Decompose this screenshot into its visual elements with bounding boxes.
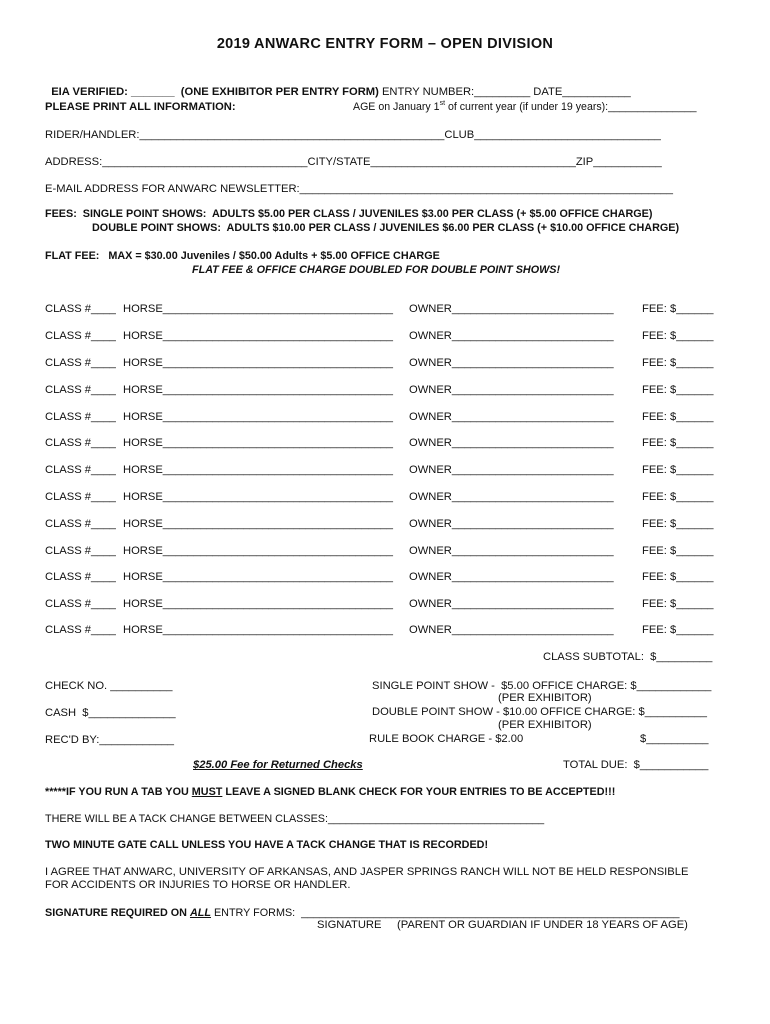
class-entry-row[interactable]	[45, 329, 725, 343]
owner-field[interactable]: OWNER__________________________	[409, 303, 614, 315]
rule-book-charge-field[interactable]: $__________	[640, 733, 709, 745]
eia-verified-field[interactable]: EIA VERIFIED: _______	[51, 86, 175, 98]
horse-field[interactable]: HORSE_____________________________________	[123, 518, 393, 530]
class-number-field[interactable]: CLASS #____	[45, 571, 116, 583]
class-number-field[interactable]: CLASS #____	[45, 598, 116, 610]
class-entry-row[interactable]	[45, 597, 725, 611]
double-point-note: (PER EXHIBITOR)	[498, 719, 592, 731]
horse-field[interactable]: HORSE_____________________________________	[123, 464, 393, 476]
cash-field[interactable]: CASH $______________	[45, 707, 176, 719]
agreement-line-1: I AGREE THAT ANWARC, UNIVERSITY OF ARKANSAS, AND JASPER SPRINGS RANCH WILL NOT BE HELD RESPONSIBLE	[45, 866, 689, 878]
owner-field[interactable]: OWNER__________________________	[409, 571, 614, 583]
age-label: AGE on January 1	[353, 101, 440, 113]
class-entry-row[interactable]	[45, 570, 725, 584]
class-entry-row[interactable]	[45, 490, 725, 504]
owner-field[interactable]: OWNER__________________________	[409, 598, 614, 610]
address-line[interactable]: ADDRESS:_________________________________CITY/STATE_________________________________ZIP___________	[45, 156, 662, 168]
rule-book-charge-label: RULE BOOK CHARGE - $2.00	[369, 733, 524, 745]
owner-field[interactable]: OWNER__________________________	[409, 491, 614, 503]
fee-field[interactable]: FEE: $______	[642, 571, 714, 583]
fee-field[interactable]: FEE: $______	[642, 384, 714, 396]
agreement-line-2: FOR ACCIDENTS OR INJURIES TO HORSE OR HANDLER.	[45, 879, 351, 891]
horse-field[interactable]: HORSE_____________________________________	[123, 491, 393, 503]
horse-field[interactable]: HORSE_____________________________________	[123, 330, 393, 342]
fee-field[interactable]: FEE: $______	[642, 437, 714, 449]
flat-fee-line-2: FLAT FEE & OFFICE CHARGE DOUBLED FOR DOUBLE POINT SHOWS!	[192, 264, 561, 276]
owner-field[interactable]: OWNER__________________________	[409, 357, 614, 369]
horse-field[interactable]: HORSE_____________________________________	[123, 437, 393, 449]
horse-field[interactable]: HORSE_____________________________________	[123, 545, 393, 557]
class-number-field[interactable]: CLASS #____	[45, 518, 116, 530]
fee-field[interactable]: FEE: $______	[642, 357, 714, 369]
tab-note-pre: *****IF YOU RUN A TAB YOU	[45, 786, 192, 798]
horse-field[interactable]: HORSE_____________________________________	[123, 624, 393, 636]
signature-caption: SIGNATURE (PARENT OR GUARDIAN IF UNDER 18 YEARS OF AGE)	[317, 919, 688, 931]
print-all-info: PLEASE PRINT ALL INFORMATION:	[45, 101, 236, 113]
entry-number-field[interactable]: ENTRY NUMBER:_________	[381, 86, 531, 98]
class-number-field[interactable]: CLASS #____	[45, 303, 116, 315]
fee-field[interactable]: FEE: $______	[642, 598, 714, 610]
class-entry-row[interactable]	[45, 383, 725, 397]
class-number-field[interactable]: CLASS #____	[45, 624, 116, 636]
age-field[interactable]	[353, 100, 697, 114]
horse-field[interactable]: HORSE_____________________________________	[123, 411, 393, 423]
class-number-field[interactable]: CLASS #____	[45, 545, 116, 557]
one-exhibitor-note: (ONE EXHIBITOR PER ENTRY FORM)	[180, 86, 379, 98]
fees-line-2: DOUBLE POINT SHOWS: ADULTS $10.00 PER CLASS / JUVENILES $6.00 PER CLASS (+ $10.00 OFFICE CHARGE)	[92, 222, 680, 234]
class-number-field[interactable]: CLASS #____	[45, 384, 116, 396]
class-entry-row[interactable]	[45, 410, 725, 424]
double-point-charge-field[interactable]: DOUBLE POINT SHOW - $10.00 OFFICE CHARGE: $__________	[372, 706, 707, 718]
signature-all: ALL	[189, 907, 211, 919]
header-line-1	[45, 71, 631, 99]
fee-field[interactable]: FEE: $______	[642, 624, 714, 636]
flat-fee-line-1: FLAT FEE: MAX = $30.00 Juveniles / $50.00 Adults + $5.00 OFFICE CHARGE	[45, 250, 440, 262]
gate-call-note: TWO MINUTE GATE CALL UNLESS YOU HAVE A TACK CHANGE THAT IS RECORDED!	[45, 839, 489, 851]
owner-field[interactable]: OWNER__________________________	[409, 411, 614, 423]
class-number-field[interactable]: CLASS #____	[45, 437, 116, 449]
horse-field[interactable]: HORSE_____________________________________	[123, 303, 393, 315]
fee-field[interactable]: FEE: $______	[642, 518, 714, 530]
tab-check-note	[45, 785, 615, 799]
total-due-field[interactable]: TOTAL DUE: $___________	[563, 759, 709, 771]
owner-field[interactable]: OWNER__________________________	[409, 330, 614, 342]
class-number-field[interactable]: CLASS #____	[45, 464, 116, 476]
owner-field[interactable]: OWNER__________________________	[409, 384, 614, 396]
single-point-charge-field[interactable]: SINGLE POINT SHOW - $5.00 OFFICE CHARGE: $____________	[372, 680, 712, 692]
class-entry-row[interactable]	[45, 436, 725, 450]
single-point-note: (PER EXHIBITOR)	[498, 692, 592, 704]
fee-field[interactable]: FEE: $______	[642, 464, 714, 476]
class-number-field[interactable]: CLASS #____	[45, 357, 116, 369]
fee-field[interactable]: FEE: $______	[642, 330, 714, 342]
signature-line[interactable]: ENTRY FORMS: _______________________________________________________________	[210, 907, 680, 919]
class-entry-row[interactable]	[45, 544, 725, 558]
class-entry-row[interactable]	[45, 463, 725, 477]
owner-field[interactable]: OWNER__________________________	[409, 518, 614, 530]
fee-field[interactable]: FEE: $______	[642, 303, 714, 315]
check-number-field[interactable]: CHECK NO. __________	[45, 680, 173, 692]
owner-field[interactable]: OWNER__________________________	[409, 545, 614, 557]
horse-field[interactable]: HORSE_____________________________________	[123, 384, 393, 396]
horse-field[interactable]: HORSE_____________________________________	[123, 357, 393, 369]
owner-field[interactable]: OWNER__________________________	[409, 464, 614, 476]
owner-field[interactable]: OWNER__________________________	[409, 624, 614, 636]
fees-line-1: FEES: SINGLE POINT SHOWS: ADULTS $5.00 PER CLASS / JUVENILES $3.00 PER CLASS (+ $5.00 OFFICE CHARGE)	[45, 208, 653, 220]
rider-club-line[interactable]: RIDER/HANDLER:_________________________________________________CLUB______________________________	[45, 129, 661, 141]
fee-field[interactable]: FEE: $______	[642, 491, 714, 503]
horse-field[interactable]: HORSE_____________________________________	[123, 571, 393, 583]
class-subtotal-field[interactable]: CLASS SUBTOTAL: $_________	[543, 651, 713, 663]
signature-pre: SIGNATURE REQUIRED ON	[45, 907, 190, 919]
class-number-field[interactable]: CLASS #____	[45, 411, 116, 423]
class-entry-row[interactable]	[45, 302, 725, 316]
email-line[interactable]: E-MAIL ADDRESS FOR ANWARC NEWSLETTER:____________________________________________________________	[45, 183, 673, 195]
tab-note-must: MUST	[191, 786, 223, 798]
age-superscript: st	[439, 100, 446, 107]
date-field[interactable]: DATE___________	[533, 86, 631, 98]
received-by-field[interactable]: REC'D BY:____________	[45, 734, 175, 746]
class-entry-row[interactable]	[45, 356, 725, 370]
returned-checks-fee: $25.00 Fee for Returned Checks	[193, 759, 363, 771]
form-title: 2019 ANWARC ENTRY FORM – OPEN DIVISION	[216, 36, 554, 52]
tack-change-field[interactable]: THERE WILL BE A TACK CHANGE BETWEEN CLASSES:____________________________________	[45, 813, 545, 825]
class-entry-row[interactable]	[45, 623, 725, 637]
class-number-field[interactable]: CLASS #____	[45, 491, 116, 503]
owner-field[interactable]: OWNER__________________________	[409, 437, 614, 449]
fee-field[interactable]: FEE: $______	[642, 411, 714, 423]
class-number-field[interactable]: CLASS #____	[45, 330, 116, 342]
class-entry-row[interactable]	[45, 517, 725, 531]
tab-note-post: LEAVE A SIGNED BLANK CHECK FOR YOUR ENTRIES TO BE ACCEPTED!!!	[222, 786, 616, 798]
horse-field[interactable]: HORSE_____________________________________	[123, 598, 393, 610]
fee-field[interactable]: FEE: $______	[642, 545, 714, 557]
age-label-rest: of current year (if under 19 years):_______________	[445, 101, 697, 113]
